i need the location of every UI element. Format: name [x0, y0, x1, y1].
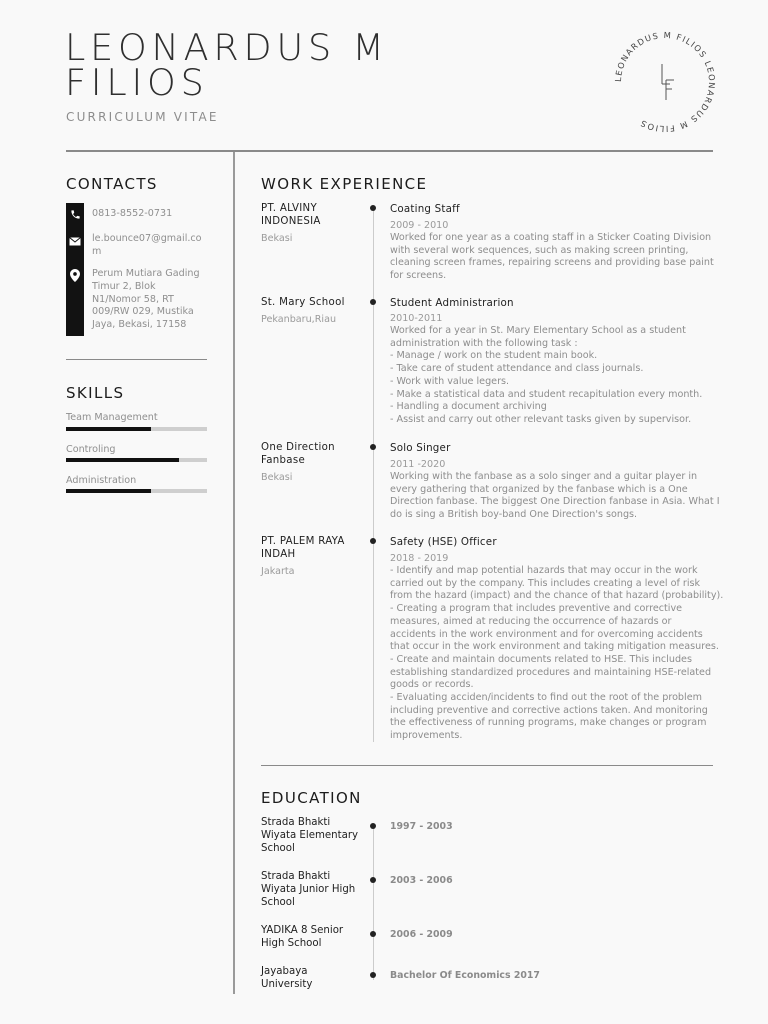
job-company	[261, 203, 361, 229]
company-line: St. Mary School	[261, 297, 345, 308]
phone-number: 0813-8552-0731	[92, 208, 173, 219]
email-address	[92, 233, 207, 259]
school-line: Strada Bhakti	[261, 817, 331, 828]
job-dates: 2018 - 2019	[390, 553, 449, 564]
job-dates: 2010-2011	[390, 313, 443, 324]
company-line: Fanbase	[261, 454, 306, 466]
job-location: Bekasi	[261, 472, 293, 483]
desc-line: that occur in the work environment and taking mitigation measures.	[390, 641, 719, 653]
address-line: Jaya, Bekasi, 17158	[92, 319, 187, 331]
location-pin-icon	[68, 268, 82, 282]
education-years: 2006 - 2009	[390, 929, 453, 940]
timeline-dot	[370, 205, 376, 211]
desc-line: - Manage / work on the student main book.	[390, 350, 598, 362]
column-divider	[233, 152, 235, 994]
desc-line: cleaning screen frames, repairing screens and providing base paint	[390, 257, 714, 269]
job-location: Jakarta	[261, 566, 295, 577]
desc-line: from the hazard (impact) and the chance of that hazard (probability).	[390, 590, 724, 602]
timeline-dot	[370, 877, 376, 883]
desc-line: - Create and maintain documents related to HSE. This includes	[390, 653, 692, 665]
job-title: Solo Singer	[390, 442, 451, 454]
skill-bar-fill	[66, 427, 151, 431]
email-line-2: m	[92, 245, 102, 257]
school-line: Wiyata Elementary	[261, 829, 359, 841]
job-title: Student Administrarion	[390, 297, 514, 309]
address-line: N1/Nomor 58, RT	[92, 293, 174, 305]
desc-line: administration with the following task :	[390, 337, 578, 349]
phone-icon	[68, 207, 82, 221]
desc-line: - Work with value legers.	[390, 375, 510, 387]
education-heading: EDUCATION	[261, 789, 362, 807]
work-experience-heading: WORK EXPERIENCE	[261, 175, 428, 193]
desc-line: accidents in the work environment and for overcoming accidents	[390, 628, 703, 640]
timeline-dot	[370, 299, 376, 305]
company-line: INDONESIA	[261, 215, 321, 227]
school-line: Jayabaya	[261, 966, 308, 977]
desc-line: the effectiveness of running programs, make changes or program	[390, 717, 707, 729]
skill-label: Team Management	[66, 412, 158, 423]
timeline-dot	[370, 823, 376, 829]
job-description	[390, 565, 724, 743]
job-title: Coating Staff	[390, 203, 460, 215]
desc-line: every gathering that organized by the fanbase which is a One	[390, 483, 688, 495]
skill-label: Administration	[66, 475, 137, 486]
skill-bar	[66, 458, 207, 462]
address-line: Timur 2, Blok	[92, 280, 156, 292]
job-location: Pekanbaru,Riau	[261, 314, 337, 325]
desc-line: including preventive and corrective actions taken. And monitoring	[390, 704, 708, 716]
desc-line: Worked for one year as a coating staff in a Sticker Coating Division	[390, 232, 712, 243]
company-line: INDAH	[261, 548, 296, 560]
resume-subtitle: CURRICULUM VITAE	[66, 110, 219, 124]
address-line: 009/RW 029, Mustika	[92, 306, 194, 318]
job-company	[261, 536, 361, 562]
timeline-dot	[370, 444, 376, 450]
seal-initials-lf	[662, 64, 674, 100]
school-line: YADIKA 8 Senior	[261, 925, 344, 936]
desc-line: - Make a statistical data and student recapitulation every month.	[390, 388, 703, 400]
desc-line: with several work sequences, such as making screen printing,	[390, 244, 689, 256]
skill-bar-fill	[66, 489, 151, 493]
school-line: Wiyata Junior High	[261, 883, 356, 895]
work-education-divider	[261, 765, 713, 766]
desc-line: - Take care of student attendance and class journals.	[390, 363, 644, 375]
work-timeline-line	[373, 210, 374, 742]
desc-line: do is sing a British boy-band One Direction's songs.	[390, 509, 638, 521]
desc-line: for screens.	[390, 270, 447, 282]
desc-line: - Evaluating acciden/incidents to find out the root of the problem	[390, 692, 702, 704]
skill-bar	[66, 489, 207, 493]
timeline-dot	[370, 931, 376, 937]
desc-line: Working with the fanbase as a solo singer and a guitar player in	[390, 471, 698, 482]
desc-line: - Assist and carry out other relevant tasks given by supervisor.	[390, 413, 692, 425]
job-description	[390, 471, 720, 522]
desc-line: Worked for a year in St. Mary Elementary School as a student	[390, 325, 686, 336]
email-icon	[68, 234, 82, 248]
job-dates: 2011 -2020	[390, 459, 446, 470]
contacts-heading: CONTACTS	[66, 175, 158, 193]
monogram-seal-logo	[603, 20, 727, 144]
education-school	[261, 966, 376, 992]
company-line: PT. ALVINY	[261, 203, 317, 214]
education-years: 2003 - 2006	[390, 875, 453, 886]
seal-ring-text	[613, 30, 717, 134]
company-line: One Direction	[261, 442, 335, 453]
school-line: Strada Bhakti	[261, 871, 331, 882]
education-years: 1997 - 2003	[390, 821, 453, 832]
desc-line: measures, aimed at reducing the occurrence of hazards or	[390, 615, 672, 627]
desc-line: - Creating a program that includes preventive and corrective	[390, 603, 683, 615]
resume-name	[65, 26, 525, 104]
skill-bar	[66, 427, 207, 431]
skill-bar-fill	[66, 458, 179, 462]
job-company	[261, 442, 361, 468]
school-line: School	[261, 896, 295, 908]
name-line-2: FILIOS	[65, 61, 209, 104]
school-line: High School	[261, 937, 322, 949]
desc-line: - Identify and map potential hazards that may occur in the work	[390, 565, 698, 576]
skills-heading: SKILLS	[66, 384, 125, 402]
job-description	[390, 325, 713, 427]
education-years: Bachelor Of Economics 2017	[390, 970, 540, 981]
address-line: Perum Mutiara Gading	[92, 268, 200, 279]
school-line: School	[261, 842, 295, 854]
contacts-divider	[66, 359, 207, 360]
name-line-1: LEONARDUS M	[65, 26, 389, 69]
desc-line: establishing standardized procedures and maintaining HSE-related	[390, 666, 712, 678]
timeline-dot	[370, 538, 376, 544]
skill-label: Controling	[66, 444, 116, 455]
job-dates: 2009 - 2010	[390, 220, 449, 231]
desc-line: improvements.	[390, 730, 463, 742]
job-description	[390, 232, 713, 283]
timeline-dot	[370, 972, 376, 978]
education-school	[261, 871, 376, 909]
company-line: PT. PALEM RAYA	[261, 536, 345, 547]
header-divider	[66, 150, 713, 152]
education-school	[261, 817, 376, 855]
school-line: University	[261, 978, 313, 990]
seal-ring-textpath: LEONARDUS M FILIOS LEONARDUS M FILIOS	[612, 29, 718, 135]
email-line-1: le.bounce07@gmail.co	[92, 233, 202, 244]
job-company	[261, 297, 361, 310]
job-title: Safety (HSE) Officer	[390, 536, 497, 548]
job-location: Bekasi	[261, 233, 293, 244]
postal-address	[92, 268, 207, 332]
desc-line: - Handling a document archiving	[390, 401, 547, 413]
desc-line: goods or records.	[390, 679, 474, 691]
education-school	[261, 925, 376, 951]
desc-line: carried out by the company. This includes creating a level of risk	[390, 577, 701, 589]
desc-line: Direction fanbase. The biggest One Direction fanbase in Asia. What I	[390, 496, 720, 508]
